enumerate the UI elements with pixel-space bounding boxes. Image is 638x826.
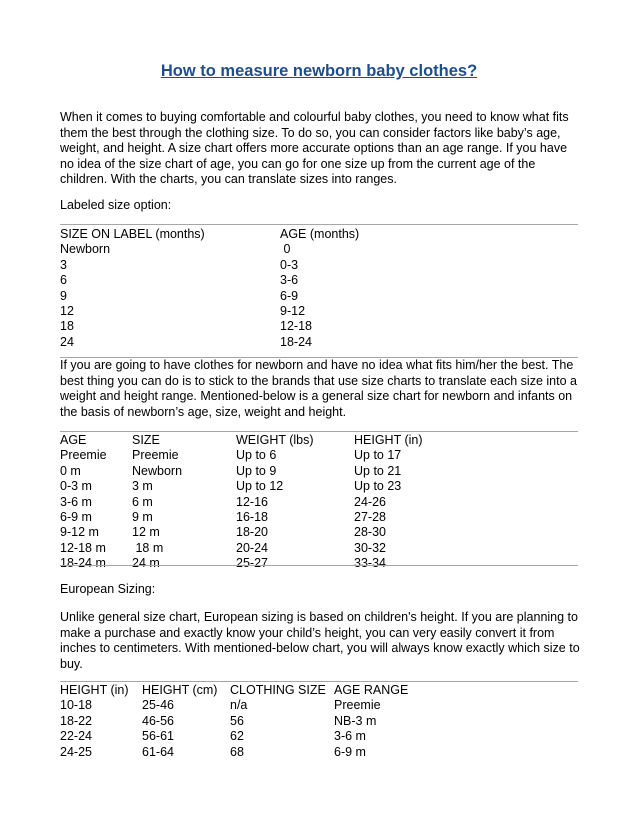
table-cell: NB-3 m <box>334 713 377 728</box>
table-cell: 18-22 <box>60 713 92 728</box>
intro-paragraph: When it comes to buying comfortable and colourful baby clothes, you need to know what fits them the best through the clothing size. To do so, you can consider factors like baby’s age, weight, and height. A size chart offers more accurate options than an age range. If you have no idea of the size chart of age, you can go for one size up from the current age of the children. With the charts, you can translate sizes into ranges. <box>60 110 569 187</box>
table-cell: 9-12 m <box>60 525 99 540</box>
table-cell: 16-18 <box>236 510 268 525</box>
column-header: HEIGHT (in) <box>354 433 423 447</box>
table3-top-rule <box>60 681 578 682</box>
table-cell: Up to 6 <box>236 448 277 463</box>
table-cell: 10-18 <box>60 698 92 713</box>
newborn-size-table <box>60 433 578 572</box>
table-cell: 61-64 <box>142 744 174 759</box>
table-cell: n/a <box>230 698 248 713</box>
table-cell: 9 m <box>132 510 153 525</box>
table-cell: 6-9 m <box>60 510 92 525</box>
table-cell: 24-26 <box>354 494 386 509</box>
table-cell: 18-24 <box>280 334 312 349</box>
page-title: How to measure newborn baby clothes? <box>160 62 478 80</box>
table-cell: 20-24 <box>236 540 268 555</box>
table-row <box>60 714 578 729</box>
table-cell: 33-34 <box>354 556 386 571</box>
table-cell: 12-18 <box>280 319 312 334</box>
column-header: AGE (months) <box>280 227 360 241</box>
table-header-row <box>60 433 578 448</box>
table-row <box>60 495 578 510</box>
table-cell: 30-32 <box>354 540 386 555</box>
table-cell: 3 <box>60 257 67 272</box>
table-cell: 62 <box>230 729 244 744</box>
table-cell: 68 <box>230 744 244 759</box>
table-cell: 6 m <box>132 494 153 509</box>
column-header: SIZE ON LABEL (months) <box>60 227 205 241</box>
table-cell: 22-24 <box>60 729 92 744</box>
column-header: SIZE <box>132 433 160 447</box>
table-cell: 0 m <box>60 463 81 478</box>
table-cell: Preemie <box>60 448 107 463</box>
table-cell: 3-6 m <box>60 494 92 509</box>
table-cell: 3-6 <box>280 273 299 288</box>
table-row <box>60 510 578 525</box>
table-cell: 24 m <box>132 556 160 571</box>
column-header: AGE RANGE <box>334 683 409 697</box>
table-row <box>60 289 578 304</box>
european-paragraph: Unlike general size chart, European sizing is based on children's height. If you are planning to make a purchase and exactly know your child’s height, you can very easily convert it from inches to centimeters. With mentioned-below chart, you will always know exactly which size to buy. <box>60 610 580 671</box>
table-cell: Preemie <box>334 698 381 713</box>
table-row <box>60 335 578 350</box>
table-cell: 12 m <box>132 525 160 540</box>
table-cell: 6 <box>60 273 67 288</box>
table-row <box>60 525 578 540</box>
table-cell: 18 <box>60 319 74 334</box>
table-body <box>60 448 578 571</box>
table-row <box>60 541 578 556</box>
table-cell: 18 m <box>132 540 164 555</box>
european-size-table <box>60 683 578 760</box>
table-cell: Newborn <box>60 242 111 257</box>
table2-top-rule <box>60 431 578 432</box>
table-cell: Newborn <box>132 463 183 478</box>
table-cell: 27-28 <box>354 510 386 525</box>
table-cell: 9-12 <box>280 304 306 319</box>
european-sizing-heading: European Sizing: <box>60 582 156 596</box>
table-cell: 0-3 <box>280 257 299 272</box>
table-cell: 25-27 <box>236 556 268 571</box>
table-row <box>60 304 578 319</box>
table-row <box>60 242 578 257</box>
table-cell: 9 <box>60 288 67 303</box>
labeled-size-table <box>60 227 578 350</box>
table-cell: 6-9 <box>280 288 299 303</box>
table-cell: Up to 23 <box>354 479 402 494</box>
table-cell: 18-24 m <box>60 556 106 571</box>
table1-top-rule <box>60 224 578 225</box>
table-cell: Preemie <box>132 448 179 463</box>
table-cell: 3 m <box>132 479 153 494</box>
table-cell: 0-3 m <box>60 479 92 494</box>
table-cell: 24-25 <box>60 744 92 759</box>
table-row <box>60 729 578 744</box>
table-cell: Up to 21 <box>354 463 402 478</box>
table-row <box>60 556 578 571</box>
table-cell: 56 <box>230 713 244 728</box>
table-row <box>60 464 578 479</box>
table-cell: 25-46 <box>142 698 174 713</box>
column-header: CLOTHING SIZE <box>230 683 326 697</box>
table-cell: Up to 17 <box>354 448 402 463</box>
column-header: HEIGHT (cm) <box>142 683 218 697</box>
labeled-size-heading: Labeled size option: <box>60 198 172 212</box>
table-cell: 12-18 m <box>60 540 106 555</box>
table-cell: Up to 9 <box>236 463 277 478</box>
table-cell: 18-20 <box>236 525 268 540</box>
table-header-row <box>60 683 578 698</box>
table2-bottom-rule <box>60 565 578 566</box>
table-cell: Up to 12 <box>236 479 284 494</box>
table-row <box>60 319 578 334</box>
column-header: AGE <box>60 433 87 447</box>
table-header-row <box>60 227 578 242</box>
table-cell: 28-30 <box>354 525 386 540</box>
table-row <box>60 479 578 494</box>
table-cell: 6-9 m <box>334 744 366 759</box>
column-header: WEIGHT (lbs) <box>236 433 314 447</box>
table-body <box>60 698 578 760</box>
size-chart-paragraph: If you are going to have clothes for newborn and have no idea what fits him/her the best. The best thing you can do is to stick to the brands that use size charts to translate each size into a weight and height range. Mentioned-below is a general size chart for newborn and infants on the basis of newborn’s age, size, weight and height. <box>60 358 577 419</box>
table-row <box>60 698 578 713</box>
table-row <box>60 258 578 273</box>
table-cell: 0 <box>280 242 291 257</box>
table-cell: 46-56 <box>142 713 174 728</box>
table-row <box>60 745 578 760</box>
table-cell: 56-61 <box>142 729 174 744</box>
table-cell: 12-16 <box>236 494 268 509</box>
column-header: HEIGHT (in) <box>60 683 129 697</box>
table-cell: 3-6 m <box>334 729 366 744</box>
table-cell: 12 <box>60 304 74 319</box>
table-body <box>60 242 578 350</box>
table-cell: 24 <box>60 334 74 349</box>
table-row <box>60 273 578 288</box>
table-row <box>60 448 578 463</box>
